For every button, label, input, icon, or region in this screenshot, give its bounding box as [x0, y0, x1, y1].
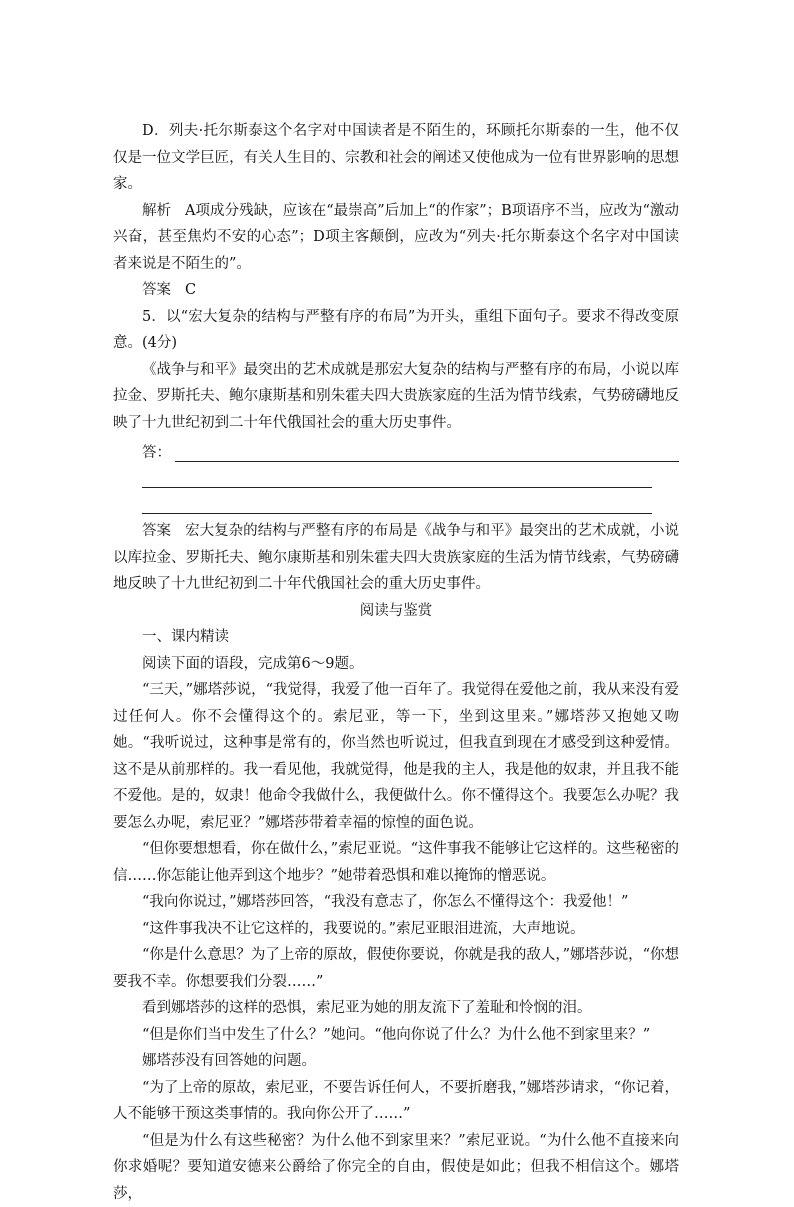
answer-prompt-label: 答：	[113, 441, 171, 462]
reading-paragraph-2: “但你要想想看，你在做什么，”索尼亚说。“这件事我不能够让它这样的。这些秘密的信……你怎能让他弄到这个地步？”她带着恐惧和难以掩饰的憎恶说。	[113, 836, 679, 889]
q5-answer	[113, 518, 679, 598]
reading-paragraph-10: “但是为什么有这些秘密？为什么他不到家里来？”索尼亚说。“为什么他不直接来向你求婚呢？要知道安德来公爵给了你完全的自由，假使是如此；但我不相信这个。娜塔莎，	[113, 1128, 679, 1207]
q4-analysis	[113, 198, 679, 278]
q5-question: 5．以“宏大复杂的结构与严整有序的布局”为开头，重组下面句子。要求不得改变原意。(4分)	[113, 304, 679, 357]
reading-instruction: 阅读下面的语段，完成第6～9题。	[113, 651, 679, 678]
q4-option-d: D．列夫·托尔斯泰这个名字对中国读者是不陌生的，环顾托尔斯泰的一生，他不仅仅是一位文学巨匠，有关人生目的、宗教和社会的阐述又使他成为一位有世界影响的思想家。	[113, 118, 679, 198]
document-content	[113, 118, 679, 1207]
reading-paragraph-1: “三天，”娜塔莎说，“我觉得，我爱了他一百年了。我觉得在爱他之前，我从来没有爱过任何人。你不会懂得这个的。索尼亚，等一下，坐到这里来。”娜塔莎又抱她又吻她。“我听说过，这种事是常有的，你当然也听说过，但我直到现在才感受到这种爱情。这不是从前那样的。我一看见他，我就觉得，他是我的主人，我是他的奴隶，并且我不能不爱他。是的，奴隶！他命令我做什么，我便做什么。你不懂得这个。我要怎么办呢？我要怎么办呢，索尼亚？”娜塔莎带着幸福的惊惶的面色说。	[113, 677, 679, 836]
analysis-text: A项成分残缺，应该在“最崇高”后加上“的作家”；B项语序不当，应改为“激动兴奋，甚至焦灼不安的心态”；D项主客颠倒，应改为“列夫·托尔斯泰这个名字对中国读者来说是不陌生的”。	[113, 203, 679, 272]
q5-passage: 《战争与和平》最突出的艺术成就是那宏大复杂的结构与严整有序的布局，小说以库拉金、罗斯托夫、鲍尔康斯基和别朱霍夫四大贵族家庭的生活为情节线索，气势磅礴地反映了十九世纪初到二十年代俄国社会的重大历史事件。	[113, 357, 679, 437]
reading-paragraph-7: “但是你们当中发生了什么？”她问。“他向你说了什么？为什么他不到家里来？”	[113, 1022, 679, 1049]
answer-label: 答案	[142, 282, 171, 298]
reading-paragraph-6: 看到娜塔莎的这样的恐惧，索尼亚为她的朋友流下了羞耻和怜悯的泪。	[113, 995, 679, 1022]
reading-paragraph-3: “我向你说过，”娜塔莎回答，“我没有意志了，你怎么不懂得这个：我爱他！”	[113, 889, 679, 916]
answer-text: C	[185, 282, 196, 298]
reading-paragraph-4: “这件事我决不让它这样的，我要说的。”索尼亚眼泪进流，大声地说。	[113, 916, 679, 943]
answer-blank-rule	[175, 443, 679, 462]
answer-blank-line-2[interactable]	[142, 462, 652, 488]
q4-answer	[113, 277, 679, 304]
answer-blank-line-1[interactable]	[113, 436, 679, 462]
reading-paragraph-5: “你是什么意思？为了上帝的原故，假使你要说，你就是我的敌人，”娜塔莎说，“你想要我不幸。你想要我们分裂……”	[113, 942, 679, 995]
analysis-label: 解析	[142, 203, 171, 219]
answer-blank-line-3[interactable]	[142, 488, 652, 514]
reading-paragraph-9: “为了上帝的原故，索尼亚，不要告诉任何人，不要折磨我，”娜塔莎请求，“你记着，人不能够干预这类事情的。我向你公开了……”	[113, 1075, 679, 1128]
subsection-title: 一、课内精读	[113, 624, 679, 651]
q5-answer-text: 宏大复杂的结构与严整有序的布局是《战争与和平》最突出的艺术成就，小说以库拉金、罗斯托夫、鲍尔康斯基和别朱霍夫四大贵族家庭的生活为情节线索，气势磅礴地反映了十九世纪初到二十年代俄国社会的重大历史事件。	[113, 523, 679, 592]
q5-answer-label: 答案	[142, 523, 171, 539]
section-title: 阅读与鉴赏	[113, 598, 679, 625]
reading-paragraph-8: 娜塔莎没有回答她的问题。	[113, 1048, 679, 1075]
